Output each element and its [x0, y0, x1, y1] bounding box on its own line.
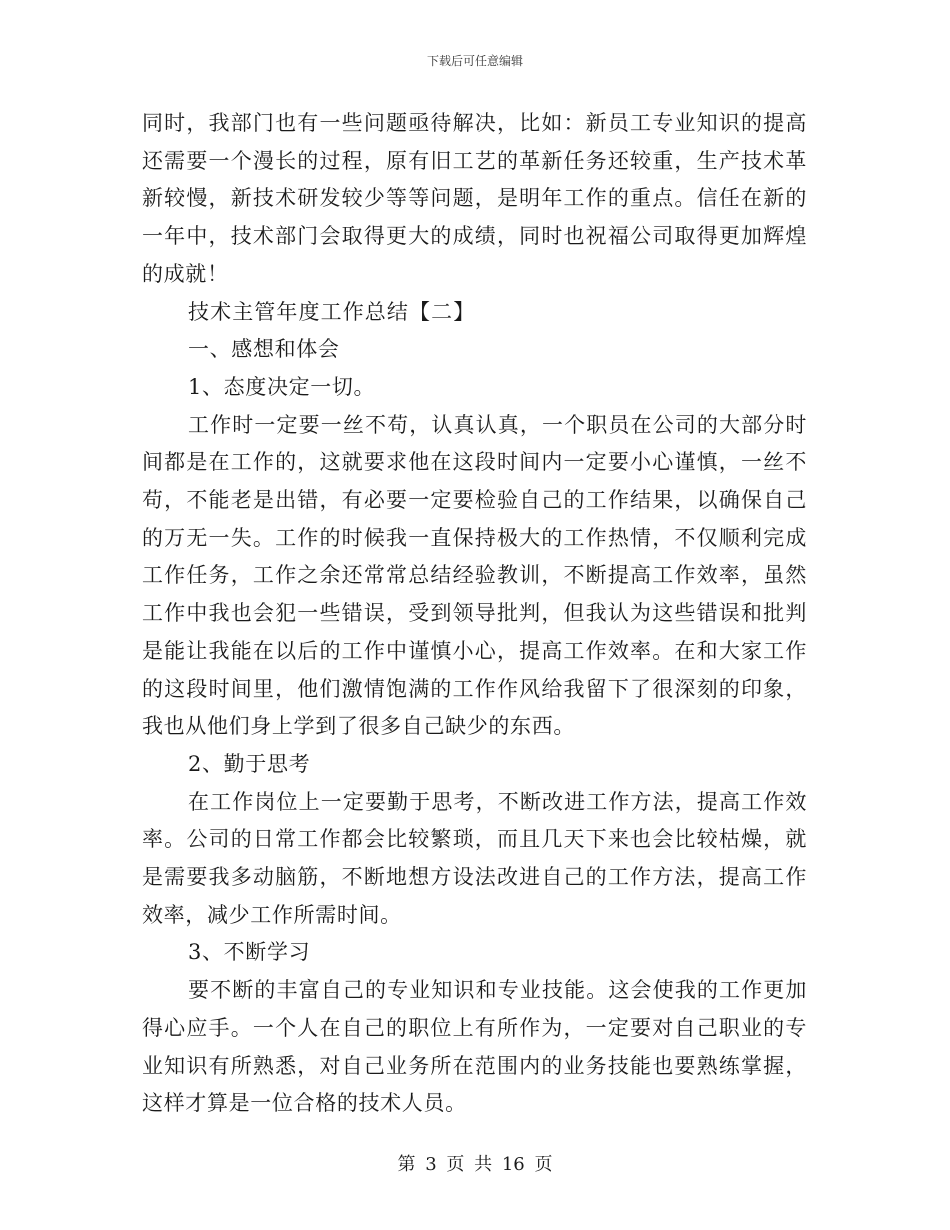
page-number: 第 3 页 共 16 页 [397, 1154, 553, 1175]
subheading-learning: 3、不断学习 [188, 940, 311, 965]
paragraph-learning: 要不断的丰富自己的专业知识和专业技能。这会使我的工作更加得心应手。一个人在自己的职位上有所作为，一定要对自己职业的专业知识有所熟悉，对自己业务所在范围内的业务技能也要熟练掌握，这样才算是一位合格的技术人员。 [142, 978, 807, 1116]
document-body [142, 105, 807, 1123]
subheading-thinking: 2、勤于思考 [188, 751, 311, 776]
paragraph-closing: 同时，我部门也有一些问题亟待解决，比如：新员工专业知识的提高还需要一个漫长的过程，原有旧工艺的革新任务还较重，生产技术革新较慢，新技术研发较少等等问题，是明年工作的重点。信任在新的一年中，技术部门会取得更大的成绩，同时也祝福公司取得更加辉煌的成就！ [142, 111, 807, 286]
paragraph-thinking: 在工作岗位上一定要勤于思考，不断改进工作方法，提高工作效率。公司的日常工作都会比较繁琐，而且几天下来也会比较枯燥，就是需要我多动脑筋，不断地想方设法改进自己的工作方法，提高工作效率，减少工作所需时间。 [142, 789, 807, 927]
subheading-attitude: 1、态度决定一切。 [188, 374, 376, 399]
heading-reflections: 一、感想和体会 [188, 337, 340, 362]
paragraph-attitude: 工作时一定要一丝不苟，认真认真，一个职员在公司的大部分时间都是在工作的，这就要求他在这段时间内一定要小心谨慎，一丝不苟，不能老是出错，有必要一定要检验自己的工作结果，以确保自己的万无一失。工作的时候我一直保持极大的工作热情，不仅顺利完成工作任务，工作之余还常常总结经验教训，不断提高工作效率，虽然工作中我也会犯一些错误，受到领导批判，但我认为这些错误和批判是能让我能在以后的工作中谨慎小心，提高工作效率。在和大家工作的这段时间里，他们激情饱满的工作作风给我留下了很深刻的印象，我也从他们身上学到了很多自己缺少的东西。 [142, 412, 807, 739]
page-header: 下载后可任意编辑 [426, 54, 523, 68]
section-title: 技术主管年度工作总结【二】 [188, 299, 476, 324]
